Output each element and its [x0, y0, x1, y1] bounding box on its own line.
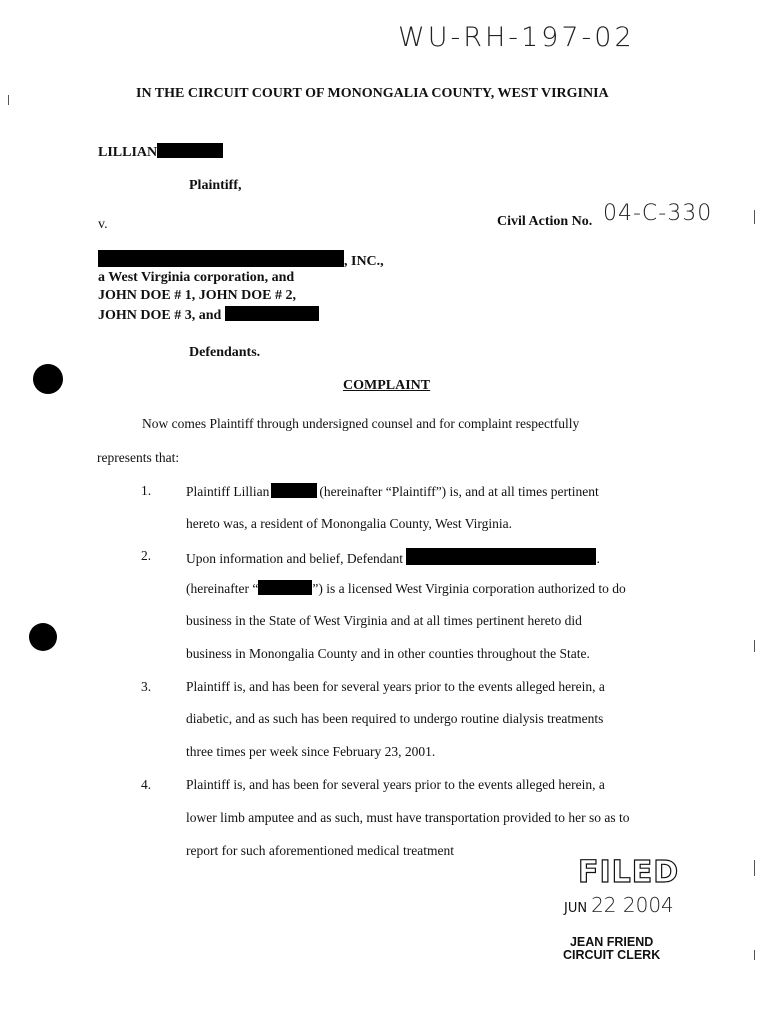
paragraph-4-line-3: report for such aforementioned medical treatment — [186, 843, 455, 858]
paragraph-number: 1. — [141, 483, 152, 498]
paragraph-2-text-b: . — [596, 551, 600, 566]
intro-line-1: Now comes Plaintiff through undersigned counsel and for complaint respectfully — [142, 416, 580, 431]
paragraph-2-line-3: business in the State of West Virginia and at all times pertinent hereto did — [186, 613, 582, 628]
defendant-line-3: JOHN DOE # 1, JOHN DOE # 2, — [98, 288, 296, 303]
versus: v. — [98, 217, 108, 232]
document-title: COMPLAINT — [343, 378, 431, 393]
civil-action-number: 04-C-330 — [603, 201, 713, 226]
paragraph-number: 2. — [141, 548, 152, 563]
defendant-suffix: , INC., — [344, 254, 384, 269]
redaction-block — [225, 306, 319, 321]
plaintiff-name — [98, 143, 223, 161]
paragraph-3-line-2: diabetic, and as such has been required to undergo routine dialysis treatments — [186, 711, 604, 726]
plaintiff-role: Plaintiff, — [189, 178, 242, 193]
paragraph-2-line-4: business in Monongalia County and in other counties throughout the State. — [186, 646, 590, 661]
scan-speck — [754, 640, 755, 652]
paragraph-1-text-b: (hereinafter “Plaintiff”) is, and at all times pertinent — [319, 484, 599, 499]
plaintiff-name-text: LILLIAN — [98, 145, 158, 160]
filed-stamp-word: FILED — [578, 855, 680, 890]
paragraph-4-line-1: Plaintiff is, and has been for several years prior to the events alleged herein, a — [186, 777, 605, 792]
scan-speck — [754, 210, 755, 224]
defendants-role: Defendants. — [189, 345, 261, 360]
paragraph-1-text-a: Plaintiff Lillian — [186, 484, 270, 499]
defendant-line-4-text: JOHN DOE # 3, and — [98, 308, 222, 323]
handwritten-reference: WU-RH-197-02 — [398, 22, 635, 53]
paragraph-2-text-d: ”) is a licensed West Virginia corporation authorized to do — [312, 581, 626, 596]
paragraph-4-line-2: lower limb amputee and as such, must have transportation provided to her so as to — [186, 810, 630, 825]
paragraph-number: 4. — [141, 777, 152, 792]
paragraph-1-line-1 — [186, 483, 599, 500]
paragraph-1-line-2: hereto was, a resident of Monongalia County, West Virginia. — [186, 516, 513, 531]
court-heading: IN THE CIRCUIT COURT OF MONONGALIA COUNTY, WEST VIRGINIA — [136, 86, 609, 101]
intro-line-2: represents that: — [97, 450, 180, 465]
filed-stamp-month: JUN — [564, 901, 588, 916]
paragraph-3-line-3: three times per week since February 23, 2001. — [186, 744, 436, 759]
defendant-line-1 — [98, 250, 384, 270]
paragraph-3-line-1: Plaintiff is, and has been for several years prior to the events alleged herein, a — [186, 679, 605, 694]
binder-hole — [29, 623, 57, 651]
filed-stamp-day-year: 22 2004 — [591, 893, 674, 917]
filed-stamp-clerk — [563, 936, 660, 962]
civil-action-label: Civil Action No. — [497, 214, 593, 229]
defendant-line-2: a West Virginia corporation, and — [98, 270, 295, 285]
paragraph-2-line-2 — [186, 580, 626, 597]
redaction-block — [98, 250, 344, 267]
paragraph-number: 3. — [141, 679, 152, 694]
paragraph-2-text-c: (hereinafter “ — [186, 581, 259, 596]
redaction-block — [271, 483, 317, 498]
clerk-title: CIRCUIT CLERK — [563, 948, 661, 962]
defendant-line-4 — [98, 306, 319, 324]
clerk-name: JEAN FRIEND — [569, 935, 654, 949]
scan-speck — [754, 950, 755, 960]
scan-speck — [8, 95, 9, 105]
scan-speck — [754, 860, 755, 876]
redaction-block — [157, 143, 223, 158]
redaction-block — [406, 548, 596, 565]
binder-hole — [33, 364, 63, 394]
redaction-block — [258, 580, 312, 595]
paragraph-2-text-a: Upon information and belief, Defendant — [186, 551, 404, 566]
paragraph-2-line-1 — [186, 548, 600, 567]
filed-stamp-date — [564, 893, 674, 917]
